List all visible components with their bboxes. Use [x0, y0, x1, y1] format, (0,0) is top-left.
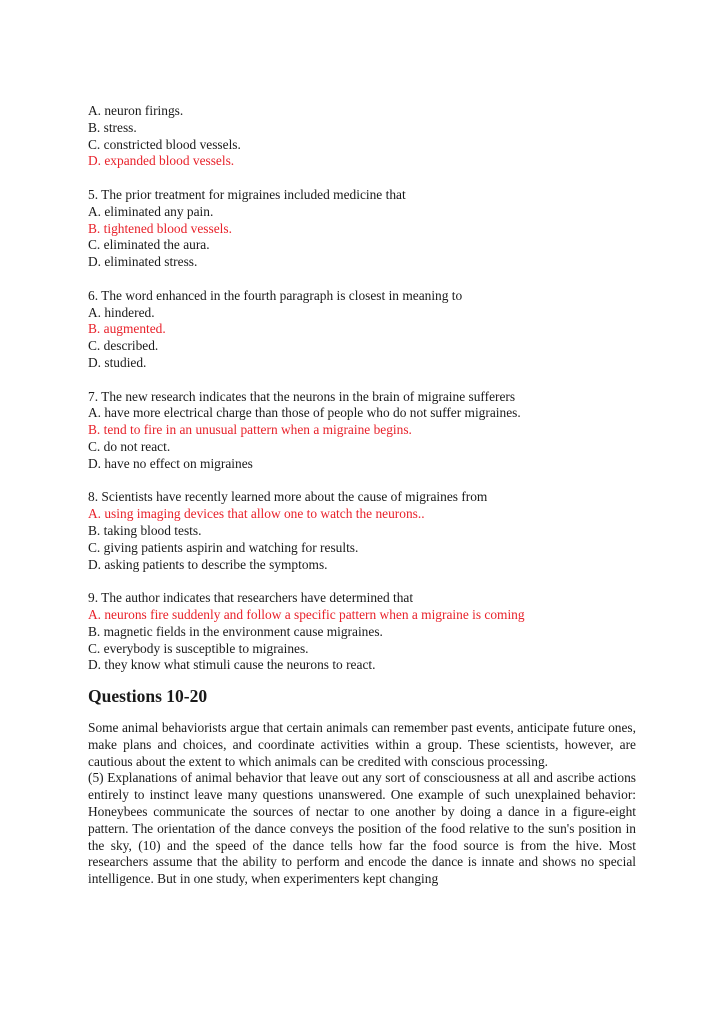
question-7 — [88, 389, 636, 473]
option-8d: D. asking patients to describe the symptoms. — [88, 556, 328, 572]
option-7d: D. have no effect on migraines — [88, 455, 253, 471]
question-5 — [88, 187, 636, 271]
option-9c: C. everybody is susceptible to migraines. — [88, 640, 309, 656]
option-8b: B. taking blood tests. — [88, 522, 202, 538]
question-6-stem: 6. The word enhanced in the fourth paragraph is closest in meaning to — [88, 287, 463, 303]
question-4-options — [88, 103, 636, 170]
option-4d-correct: D. expanded blood vessels. — [88, 153, 235, 169]
document-page — [88, 103, 636, 888]
question-8 — [88, 489, 636, 573]
option-5c: C. eliminated the aura. — [88, 237, 210, 253]
section-heading: Questions 10-20 — [88, 686, 208, 707]
question-6 — [88, 288, 636, 372]
question-7-stem: 7. The new research indicates that the neurons in the brain of migraine sufferers — [88, 388, 516, 404]
question-8-stem: 8. Scientists have recently learned more about the cause of migraines from — [88, 489, 488, 505]
option-8a-correct: A. using imaging devices that allow one to watch the neurons.. — [88, 506, 425, 522]
option-4b: B. stress. — [88, 119, 137, 135]
option-5b-correct: B. tightened blood vessels. — [88, 220, 232, 236]
option-7c: C. do not react. — [88, 438, 171, 454]
option-9d: D. they know what stimuli cause the neurons to react. — [88, 657, 376, 673]
option-6d: D. studied. — [88, 354, 147, 370]
option-8c: C. giving patients aspirin and watching for results. — [88, 539, 359, 555]
option-7b-correct: B. tend to fire in an unusual pattern when a migraine begins. — [88, 422, 412, 438]
option-9a-correct: A. neurons fire suddenly and follow a specific pattern when a migraine is coming — [88, 606, 525, 622]
question-9 — [88, 590, 636, 674]
option-5a: A. eliminated any pain. — [88, 203, 214, 219]
option-6b-correct: B. augmented. — [88, 321, 166, 337]
option-4a: A. neuron firings. — [88, 103, 184, 118]
question-5-stem: 5. The prior treatment for migraines included medicine that — [88, 186, 406, 202]
passage-paragraph-2: (5) Explanations of animal behavior that leave out any sort of consciousness at all and ascribe actions entirely to instinct leave many questions unanswered. One example of such unexplained behavior: Honeybees communicate the sources of nectar to one another by doing a dance in a figure-eight pattern. The orientation of the dance conveys the position of the food relative to the sun's position in the sky, (10) and the speed of the dance tells how far the food source is from the hive. Most researchers assume that the ability to perform and encode the dance is innate and shows no special intelligence. But in one study, when experimenters kept changing — [88, 770, 636, 887]
option-6c: C. described. — [88, 338, 159, 354]
question-9-stem: 9. The author indicates that researchers have determined that — [88, 590, 414, 606]
option-6a: A. hindered. — [88, 304, 155, 320]
passage-paragraph-1: Some animal behaviorists argue that certain animals can remember past events, anticipate future ones, make plans and choices, and coordinate activities within a group. These scientists, however, are cautious about the extent to which animals can be credited with conscious processing. — [88, 720, 636, 769]
option-9b: B. magnetic fields in the environment cause migraines. — [88, 623, 383, 639]
option-5d: D. eliminated stress. — [88, 254, 198, 270]
option-4c: C. constricted blood vessels. — [88, 136, 241, 152]
option-7a: A. have more electrical charge than those of people who do not suffer migraines. — [88, 405, 521, 421]
